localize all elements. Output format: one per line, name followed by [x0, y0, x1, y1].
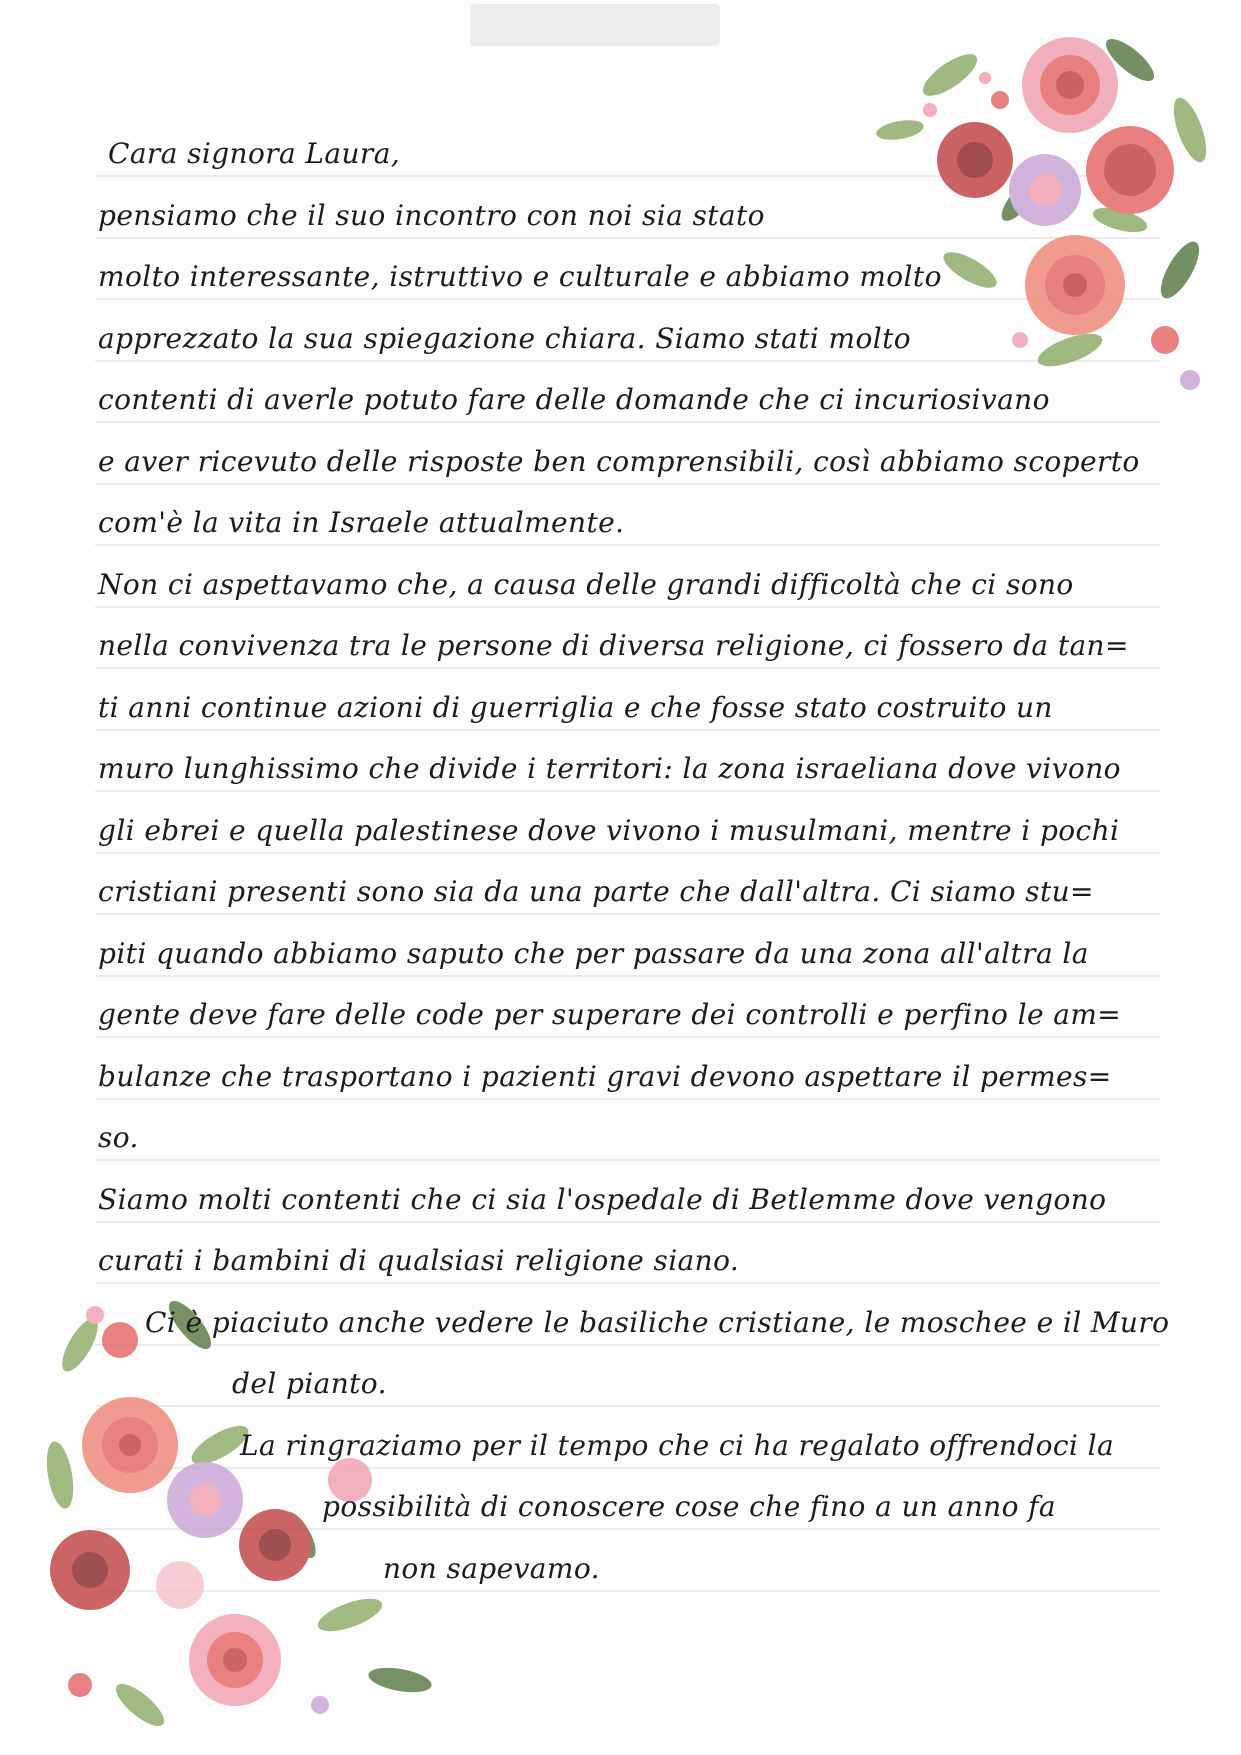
letter-line-8: Non ci aspettavamo che, a causa delle grandi difficoltà che ci sono — [98, 568, 1074, 601]
letter-line-5: contenti di averle potuto fare delle domande che ci incuriosivano — [98, 383, 1050, 416]
letter-line-13: cristiani presenti sono sia da una parte che dall'altra. Ci siamo stu= — [98, 875, 1094, 908]
letter-line-1: Cara signora Laura, — [108, 137, 401, 170]
letter-line-21: del pianto. — [232, 1367, 387, 1400]
letter-line-24: non sapevamo. — [383, 1552, 600, 1585]
letter-line-12: gli ebrei e quella palestinese dove vivono i musulmani, mentre i pochi — [98, 814, 1120, 847]
letter-line-11: muro lunghissimo che divide i territori: la zona israeliana dove vivono — [98, 752, 1121, 785]
letter-line-4: apprezzato la sua spiegazione chiara. Siamo stati molto — [98, 322, 912, 355]
letter-line-19: curati i bambini di qualsiasi religione siano. — [98, 1244, 740, 1277]
letter-line-17: so. — [98, 1121, 139, 1154]
letter-line-2: pensiamo che il suo incontro con noi sia stato — [98, 199, 765, 232]
letter-line-6: e aver ricevuto delle risposte ben comprensibili, così abbiamo scoperto — [98, 445, 1140, 478]
letter-line-9: nella convivenza tra le persone di diversa religione, ci fossero da tan= — [98, 629, 1129, 662]
floral-decoration-top-right — [770, 20, 1230, 440]
letter-line-18: Siamo molti contenti che ci sia l'ospedale di Betlemme dove vengono — [98, 1183, 1107, 1216]
letter-line-10: ti anni continue azioni di guerriglia e che fosse stato costruito un — [98, 691, 1053, 724]
letter-line-22: La ringraziamo per il tempo che ci ha regalato offrendoci la — [240, 1429, 1115, 1462]
letter-line-23: possibilità di conoscere cose che fino a un anno fa — [322, 1490, 1057, 1523]
letter-line-16: bulanze che trasportano i pazienti gravi devono aspettare il permes= — [98, 1060, 1112, 1093]
letter-line-15: gente deve fare delle code per superare dei controlli e perfino le am= — [98, 998, 1122, 1031]
letter-line-7: com'è la vita in Israele attualmente. — [98, 506, 625, 539]
letter-line-20: Ci è piaciuto anche vedere le basiliche cristiane, le moschee e il Muro — [145, 1306, 1170, 1339]
letter-line-3: molto interessante, istruttivo e culturale e abbiamo molto — [98, 260, 942, 293]
letter-line-14: piti quando abbiamo saputo che per passare da una zona all'altra la — [98, 937, 1089, 970]
